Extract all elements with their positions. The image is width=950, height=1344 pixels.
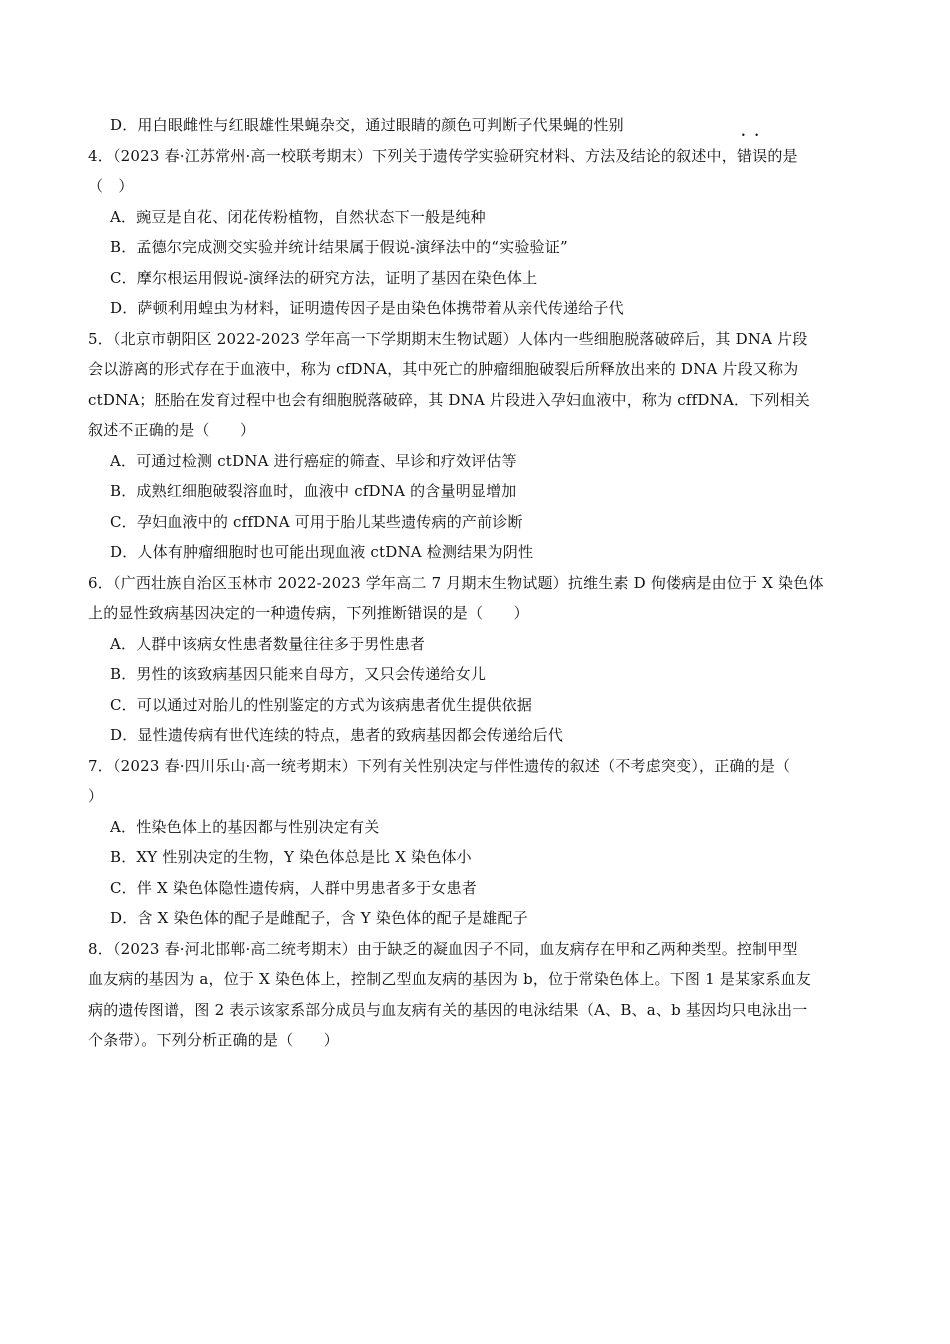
q4-option-d: D．萨顿利用蝗虫为材料，证明遗传因子是由染色体携带着从亲代传递给子代 [110,299,624,317]
q6-stem-line-1: 6．（广西壮族自治区玉林市 2022-2023 学年高二 7 月期末生物试题）抗维生素 D 佝偻病是由位于 X 染色体 [88,573,824,592]
q6-option-c: C．可以通过对胎儿的性别鉴定的方式为该病患者优生提供依据 [110,695,533,714]
q5-option-c: C．孕妇血液中的 cffDNA 可用于胎儿某些遗传病的产前诊断 [110,512,523,531]
q7-option-d: D．含 X 染色体的配子是雌配子，含 Y 染色体的配子是雄配子 [110,909,528,927]
q6-stem-line-2: 上的显性致病基因决定的一种遗传病，下列推断错误的是（ ） [88,604,529,622]
question-7 [88,751,868,934]
q5-stem-line-4: 叙述不正确的是（ ） [88,421,256,439]
question-8 [88,934,868,1056]
question-5 [88,324,868,568]
q4-option-b: B．孟德尔完成测交实验并统计结果属于假说-演绎法中的“实验验证” [110,238,568,256]
q4-stem-pre: 4．（2023 春·江苏常州·高一校联考期末）下列关于遗传学实验研究材料、方法及结论的叙述中， [88,146,737,165]
q5-stem-line-1: 5．（北京市朝阳区 2022-2023 学年高一下学期期末生物试题）人体内一些细胞脱落破碎后，其 DNA 片段 [88,329,808,348]
question-6 [88,568,868,751]
question-4 [88,141,868,324]
q5-option-d: D．人体有肿瘤细胞时也可能出现血液 ctDNA 检测结果为阴性 [110,543,534,561]
q7-option-a: A．性染色体上的基因都与性别决定有关 [110,817,380,836]
question-list [88,110,868,1056]
q4-stem-line-2: （ ） [88,177,134,195]
q6-option-b: B．男性的该致病基因只能来自母方，又只会传递给女儿 [110,665,487,683]
q7-stem-line-1: 7．（2023 春·四川乐山·高一统考期末）下列有关性别决定与伴性遗传的叙述（不考虑突变），正确的是（ [88,756,791,775]
q4-stem-post: 的是 [767,146,798,165]
q4-option-c: C．摩尔根运用假说-演绎法的研究方法，证明了基因在染色体上 [110,268,538,287]
q5-stem-line-2: 会以游离的形式存在于血液中，称为 cfDNA，其中死亡的肿瘤细胞破裂后所释放出来的 DNA 片段又称为 [88,360,799,378]
q3-option-d: D．用白眼雌性与红眼雄性果蝇杂交，通过眼睛的颜色可判断子代果蝇的性别 [110,116,624,134]
q7-stem-line-2: ） [88,787,104,805]
q4-stem-emphasis: 错误 • • [737,141,767,172]
q7-option-b: B．XY 性别决定的生物，Y 染色体总是比 X 染色体小 [110,848,472,866]
q5-option-b: B．成熟红细胞破裂溶血时，血液中 cfDNA 的含量明显增加 [110,482,517,500]
q8-stem-line-4: 个条带）。下列分析正确的是（ ） [88,1031,339,1049]
q8-stem-line-3: 病的遗传图谱，图 2 表示该家系部分成员与血友病有关的基因的电泳结果（A、B、a、b 基因均只电泳出一 [88,1000,808,1019]
q4-stem-line-1 [88,141,868,172]
q7-option-c: C．伴 X 染色体隐性遗传病，人群中男患者多于女患者 [110,878,477,897]
q8-stem-line-1: 8．（2023 春·河北邯郸·高二统考期末）由于缺乏的凝血因子不同，血友病存在甲和乙两种类型。控制甲型 [88,939,798,958]
q5-option-a: A．可通过检测 ctDNA 进行癌症的筛查、早诊和疗效评估等 [110,451,517,470]
q6-option-a: A．人群中该病女性患者数量往往多于男性患者 [110,634,426,653]
q5-stem-line-3: ctDNA；胚胎在发育过程中也会有细胞脱落破碎，其 DNA 片段进入孕妇血液中，称为 cffDNA．下列相关 [88,390,810,409]
q6-option-d: D．显性遗传病有世代连续的特点，患者的致病基因都会传递给后代 [110,726,564,744]
q4-option-a: A．豌豆是自花、闭花传粉植物，自然状态下一般是纯种 [110,207,486,226]
q8-stem-line-2: 血友病的基因为 a，位于 X 染色体上，控制乙型血友病的基因为 b，位于常染色体上。下图 1 是某家系血友 [88,970,811,988]
